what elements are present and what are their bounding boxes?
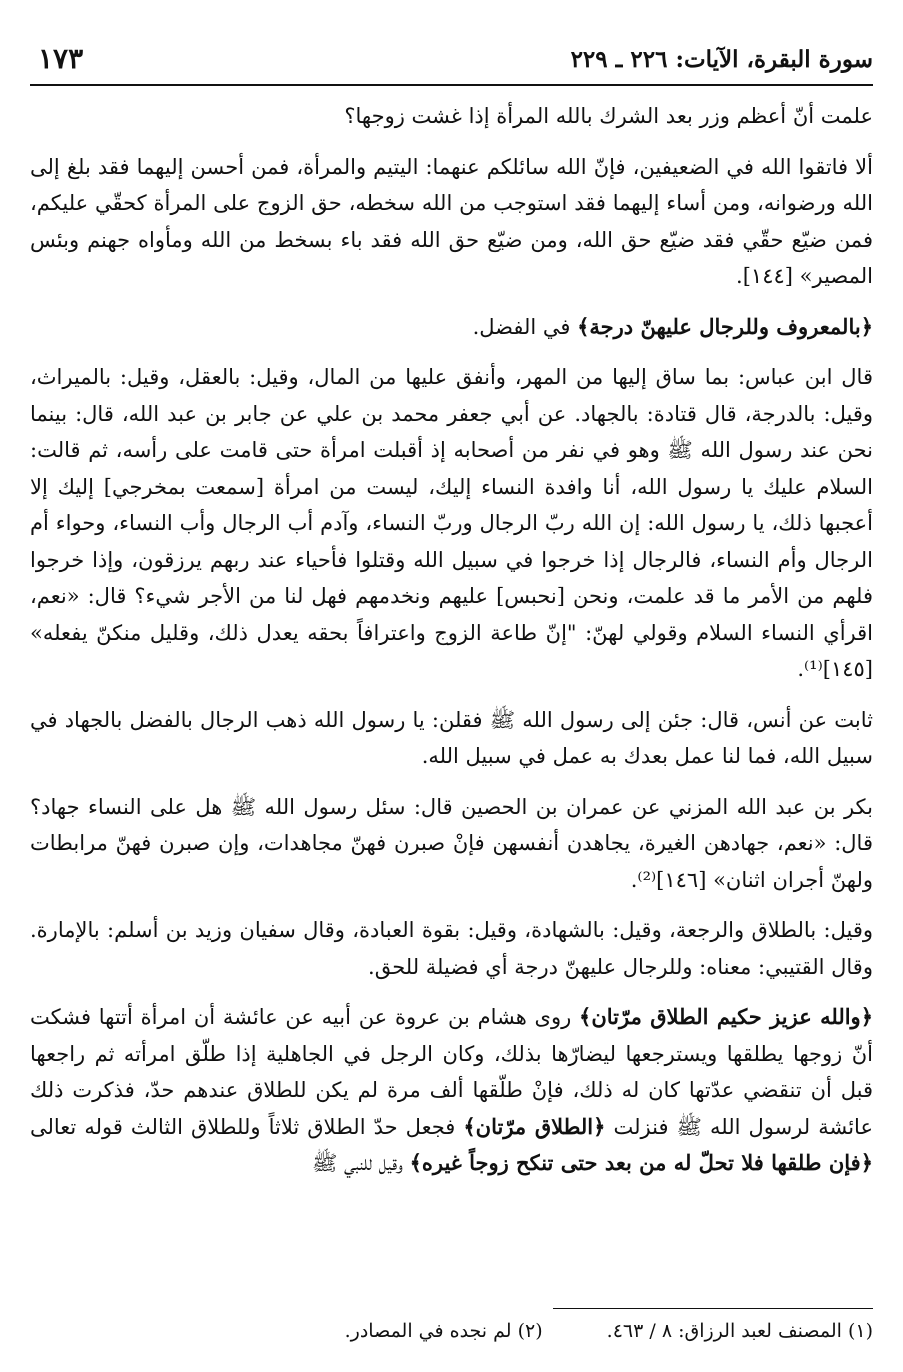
page-number: ١٧٣ xyxy=(38,42,84,75)
header-rule xyxy=(30,84,873,86)
footnote-1: (١) المصنف لعبد الرزاق: ٨ / ٤٦٣. xyxy=(606,1320,873,1342)
text-run: روى هشام بن عروة عن أبيه عن عائشة أن امرأة أتتها فشكت أنّ زوجها يطلقها ويسترجعها ليضارّها بذلك، وكان الرجل في الجاهلية إذا طلّق امرأته ثم راجعها قبل أن تنقضي عدّتها كان له ذلك، فإنْ طلّقها ألف مرة لم يكن للطلاق عندهم حدّ، فذكرت ذلك عائشة لرسول الله ﷺ فنزلت xyxy=(30,1005,873,1139)
text-run: علمت أنّ أعظم وزر بعد الشرك بالله المرأة إذا غشت زوجها؟ xyxy=(344,104,873,128)
paragraph xyxy=(30,359,873,688)
footnote-separator xyxy=(553,1308,873,1309)
quran-quote: ﴿والله عزيز حكيم الطلاق مرّتان﴾ xyxy=(579,1004,873,1029)
text-run: وقيل: بالطلاق والرجعة، وقيل: بالشهادة، وقيل: بقوة العبادة، وقال سفيان وزيد بن أسلم: بالإمارة. وقال القتيبي: معناه: وللرجال عليهنّ درجة أي فضيلة للحق. xyxy=(30,918,873,979)
text-run: ثابت عن أنس، قال: جئن إلى رسول الله ﷺ فقلن: يا رسول الله ذهب الرجال بالفضل بالجهاد في سبيل الله، فما لنا عمل بعدك به عمل في سبيل الله. xyxy=(30,707,873,768)
text-run: قال ابن عباس: بما ساق إليها من المهر، وأنفق عليها من المال، وقيل: بالعقل، وقيل: بالميراث، وقيل: بالدرجة، قال قتادة: بالجهاد. عن أبي جعفر محمد بن علي عن جابر بن عبد الله، قال: بينما نحن عند رسول الله ﷺ وهو في نفر من أصحابه إذ أقبلت امرأة حتى قامت على رأسه، ثم قالت: السلام عليك يا رسول الله، أنا وافدة النساء إليك، ليست من امرأة [سمعت بمخرجي] إليك إلا أعجبها ذلك، يا رسول الله: إن الله ربّ الرجال وربّ النساء، وآدم أب الرجال وأب النساء، وحواء أم الرجال وأم النساء، فالرجال إذا خرجوا في سبيل الله وقتلوا فأحياء عند ربهم يرزقون، وإذا خرجوا فلهم من الأمر ما قد علمت، ونحن [نحبس] عليهم ونخدمهم فهل لنا من الأجر شيء؟ قال: «نعم، اقرأي النساء السلام وقولي لهنّ: "إنّ طاعة الزوج واعترافاً بحقه يعدل ذلك، وقليل منكنّ يفعله» [١٤٥]⁽¹⁾. xyxy=(30,365,873,681)
quran-quote: ﴿فإن طلقها فلا تحلّ له من بعد حتى تنكح زوجاً غيره﴾ xyxy=(409,1150,873,1175)
surah-title: سورة البقرة، الآيات: ٢٢٦ ـ ٢٢٩ xyxy=(570,46,873,73)
paragraph xyxy=(30,999,873,1182)
text-run: في الفضل. xyxy=(472,314,578,339)
paragraph xyxy=(30,98,873,135)
paragraph xyxy=(30,149,873,295)
paragraph xyxy=(30,912,873,985)
paragraph xyxy=(30,789,873,899)
paragraph xyxy=(30,702,873,775)
quran-quote: ﴿الطلاق مرّتان﴾ xyxy=(463,1113,606,1139)
footnote-2: (٢) لم نجده في المصادر. xyxy=(344,1320,543,1342)
text-run: ألا فاتقوا الله في الضعيفين، فإنّ الله سائلكم عنهما: اليتيم والمرأة، فمن أحسن إليهما فقد بلغ إلى الله ورضوانه، ومن أساء إليهما فقد استوجب من الله سخطه، حق الزوج على المرأة كحقّي عليكم، فمن ضيّع حقّي فقد ضيّع حق الله، ومن ضيّع حق الله فقد باء بسخط من الله ومأواه جهنم وبئس المصير» [١٤٤]. xyxy=(30,154,873,288)
page-header xyxy=(30,38,873,82)
text-run: وقيل للنبي ﷺ xyxy=(311,1151,410,1175)
paragraph xyxy=(30,309,873,346)
body-text xyxy=(30,98,873,1196)
footnotes xyxy=(30,1320,873,1342)
text-run: فجعل حدّ الطلاق ثلاثاً وللطلاق الثالث قوله تعالى xyxy=(30,1114,464,1139)
quran-quote: ﴿بالمعروف وللرجال عليهنّ درجة﴾ xyxy=(577,313,873,339)
text-run: بكر بن عبد الله المزني عن عمران بن الحصين قال: سئل رسول الله ﷺ هل على النساء جهاد؟ قال: «نعم، جهادهن الغيرة، يجاهدن أنفسهن فإنْ صبرن فهنّ مجاهدات، وإن صبرن فهنّ مرابطات ولهنّ أجران اثنان» [١٤٦]⁽²⁾. xyxy=(30,794,873,892)
